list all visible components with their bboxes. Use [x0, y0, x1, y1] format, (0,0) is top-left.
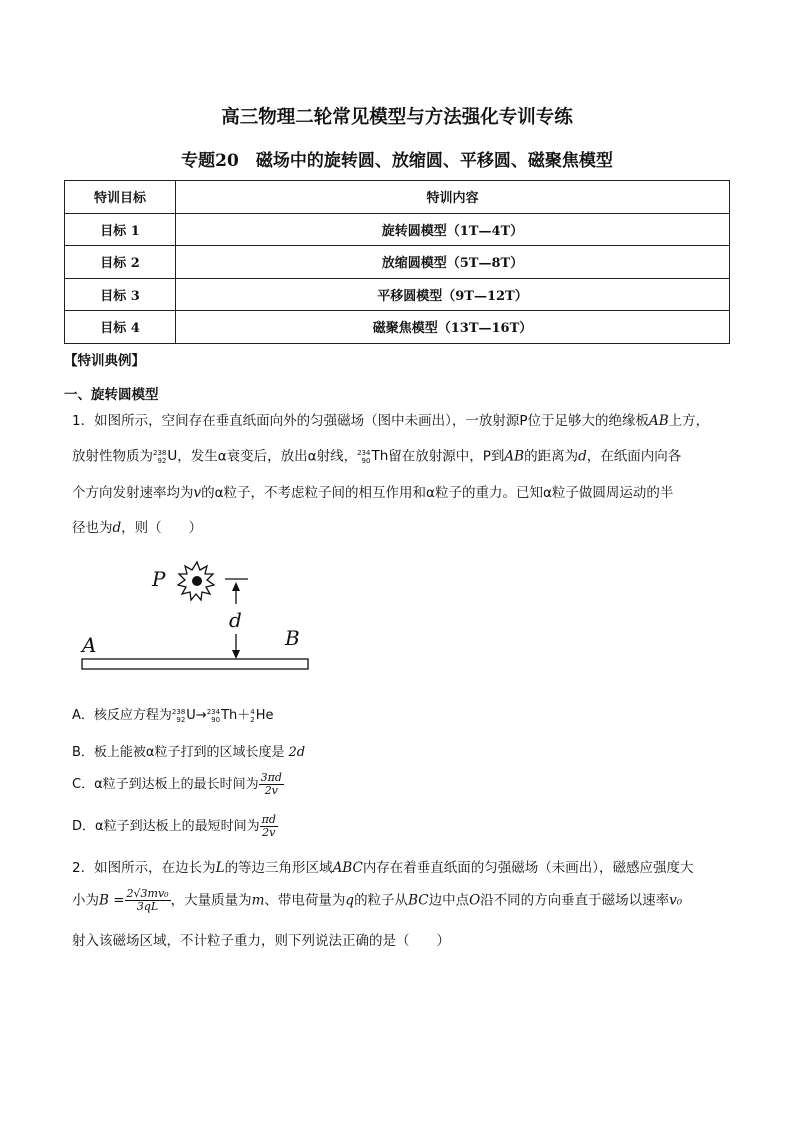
fraction: $\frac{\pi d}{2v}$ [261, 813, 276, 839]
question-1-line-4: 径也为d，则（ ） [72, 520, 203, 536]
arrowhead-down [232, 650, 240, 659]
question-2-line-1: 2．如图所示，在边长为L的等边三角形区域ABC内存在着垂直纸面的匀强磁场（未画出），磁感应强度大 [72, 860, 694, 876]
table-cell: 目标 4 [65, 311, 176, 344]
table-cell: 平移圆模型（9T—12T） [176, 278, 730, 311]
fraction: $\frac{3\pi d}{2v}$ [260, 771, 282, 797]
table-cell: 磁聚焦模型（13T—16T） [176, 311, 730, 344]
option-d: D．α粒子到达板上的最短时间为 $\frac{\pi d}{2v}$ [72, 813, 276, 839]
table-row [65, 246, 730, 279]
table-header-cell: 特训内容 [176, 181, 730, 214]
question-1-line-3: 个方向发射速率均为v的α粒子，不考虑粒子间的相互作用和α粒子的重力。已知α粒子做圆周运动的半 [72, 485, 674, 501]
question-1-line-2: 放射性物质为 238 92 U ，发生α衰变后，放出α射线， 234 90 Th 留在放射源中，P到AB的距离为d，在纸面内向各 [72, 448, 682, 465]
table-header-row [65, 181, 730, 214]
table-cell: 旋转圆模型（1T—4T） [176, 213, 730, 246]
section-heading-examples: 【特训典例】 [64, 353, 145, 369]
option-b: B．板上能被α粒子打到的区域长度是 2d [72, 745, 306, 760]
thorium-nuclide: 234 90 Th [357, 448, 389, 465]
table-cell: 目标 3 [65, 278, 176, 311]
section-heading-rotating-circle: 一、旋转圆模型 [64, 387, 159, 403]
table-row [65, 278, 730, 311]
option-a: A．核反应方程为 238 92 U → 234 90 Th ＋ 4 2 He [72, 707, 274, 724]
document-subtitle: 专题20 磁场中的旋转圆、放缩圆、平移圆、磁聚焦模型 [181, 151, 613, 171]
option-c: C．α粒子到达板上的最长时间为 $\frac{3\pi d}{2v}$ [72, 771, 282, 797]
question-1-diagram [80, 560, 320, 675]
document-title: 高三物理二轮常见模型与方法强化专训专练 [221, 107, 573, 128]
fraction: $\frac{\text{2√3mv₀}}{3qL}$ [126, 887, 169, 913]
table-cell: 目标 1 [65, 213, 176, 246]
table-header-cell: 特训目标 [65, 181, 176, 214]
question-1-line-1: 1．如图所示，空间存在垂直纸面向外的匀强磁场（图中未画出），一放射源P位于足够大的绝缘板AB上方， [72, 413, 710, 429]
label-d: d [229, 608, 242, 632]
question-2-line-2: 小为B = $\frac{\text{2√3mv₀}}{3qL}$ ，大量质量为m、带电荷量为q的粒子从BC边中点O沿不同的方向垂直于磁场以速率v₀ [72, 887, 683, 913]
radioactive-source-icon [178, 562, 214, 600]
label-b: B [285, 626, 300, 650]
question-2-line-3: 射入该磁场区域，不计粒子重力，则下列说法正确的是（ ） [72, 933, 450, 949]
goals-table [64, 180, 730, 344]
label-p: P [152, 567, 166, 591]
insulating-plate [82, 659, 308, 669]
table-row [65, 311, 730, 344]
table-cell: 目标 2 [65, 246, 176, 279]
table-row [65, 213, 730, 246]
label-a: A [82, 633, 97, 657]
uranium-nuclide: 238 92 U [153, 448, 178, 465]
table-cell: 放缩圆模型（5T—8T） [176, 246, 730, 279]
arrowhead-up [232, 582, 240, 591]
